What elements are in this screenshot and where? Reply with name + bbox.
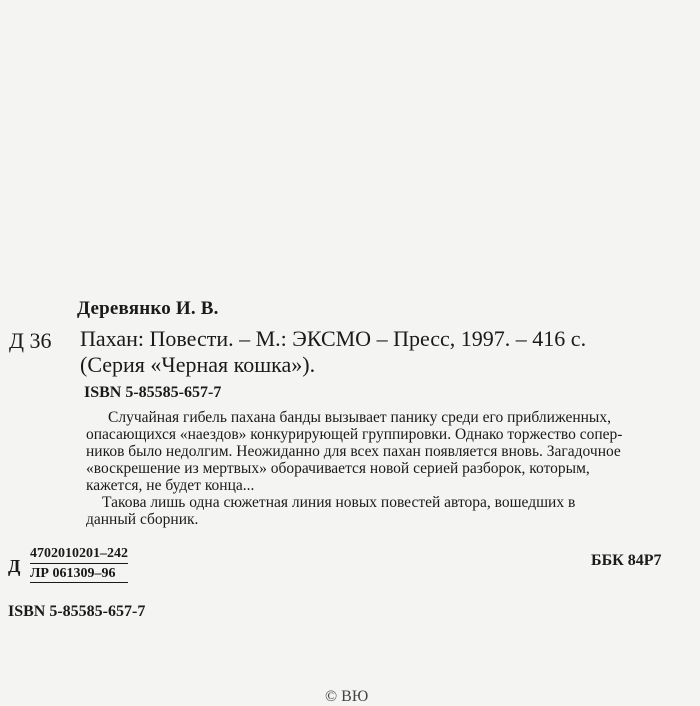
bibliographic-description <box>80 326 692 378</box>
annotation-line: кажется, не будет конца... <box>86 477 255 494</box>
call-mark: Д 36 <box>9 328 52 353</box>
isbn-top: ISBN 5-85585-657-7 <box>84 384 222 401</box>
annotation-line: данный сборник. <box>86 511 199 528</box>
annotation-line: ников было недолгим. Неожиданно для всех пахан появляется вновь. Загадочное <box>86 443 621 460</box>
annotation <box>86 409 670 528</box>
isbn-bottom: ISBN 5-85585-657-7 <box>8 603 146 620</box>
annotation-line: Случайная гибель пахана банды вызывает панику среди его приближенных, <box>108 409 611 426</box>
classification-letter: Д <box>8 556 21 576</box>
copyright-partial: © ВЮ <box>325 688 369 705</box>
annotation-line: «воскрешение из мертвых» оборачивается новой серией разборок, которым, <box>86 460 590 477</box>
biblio-line-2: (Серия «Черная кошка»). <box>80 352 316 377</box>
classification-denominator: ЛР 061309–96 <box>30 564 128 583</box>
bbk-code: ББК 84Р7 <box>591 552 662 569</box>
classification-numerator: 4702010201–242 <box>30 545 128 564</box>
classification-fraction <box>30 545 128 583</box>
author-name: Деревянко И. В. <box>77 298 219 319</box>
biblio-line-1: Пахан: Повести. – М.: ЭКСМО – Пресс, 1997. – 416 с. <box>80 326 587 351</box>
annotation-line: Такова лишь одна сюжетная линия новых повестей автора, вошедших в <box>102 494 576 511</box>
annotation-line: опасающихся «наездов» конкурирующей группировки. Однако торжество сопер- <box>86 426 623 443</box>
